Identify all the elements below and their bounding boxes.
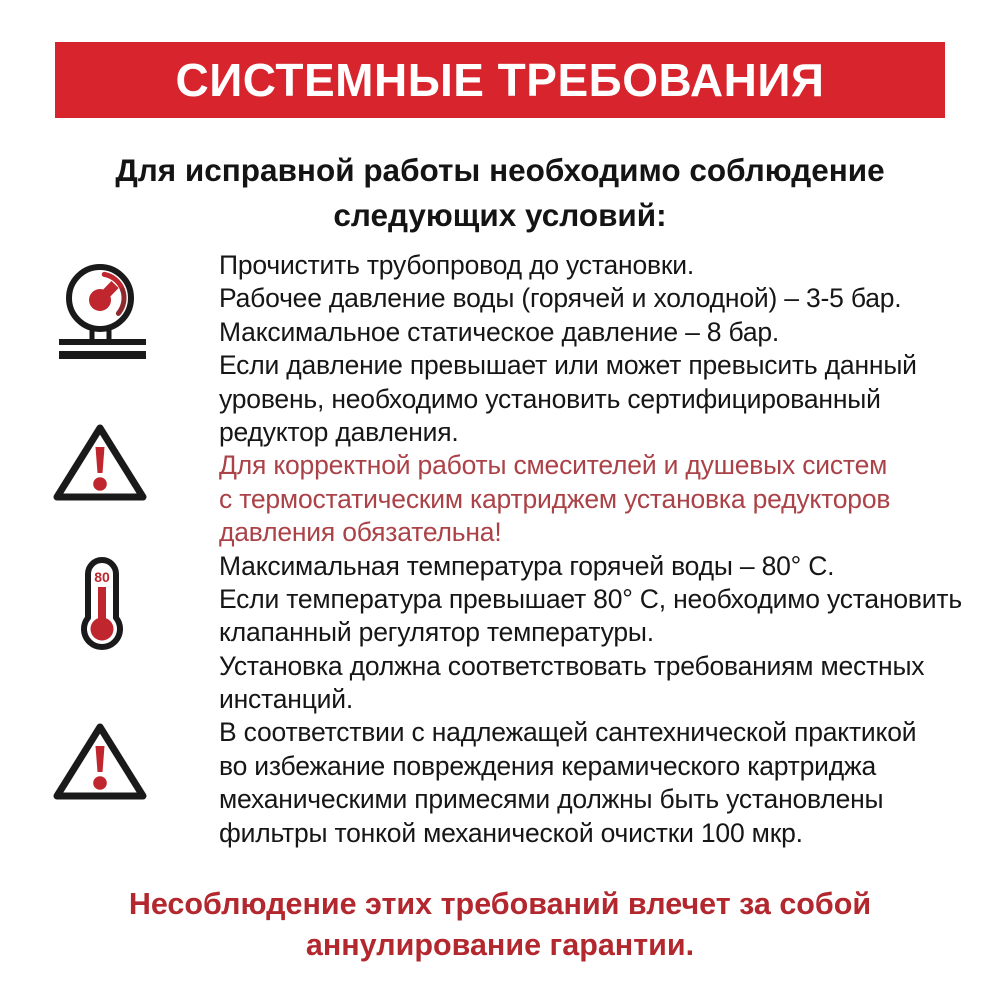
header-banner bbox=[55, 42, 945, 118]
requirement-line: во избежание повреждения керамического картриджа bbox=[219, 750, 877, 781]
requirement-line: редуктор давления. bbox=[219, 416, 459, 447]
requirement-line: с термостатическим картриджем установка редукторов bbox=[219, 483, 891, 514]
warranty-warning-line-1: Несоблюдение этих требований влечет за собой bbox=[128, 887, 872, 921]
requirements-list bbox=[219, 249, 962, 850]
requirement-line: Максимальное статическое давление – 8 бар. bbox=[219, 316, 780, 347]
page-title: СИСТЕМНЫЕ ТРЕБОВАНИЯ bbox=[175, 54, 825, 106]
warranty-warning-line-2: аннулирование гарантии. bbox=[305, 928, 695, 962]
warning-triangle-icon bbox=[52, 720, 148, 804]
requirement-line: Если температура превышает 80° C, необходимо установить bbox=[219, 583, 962, 614]
requirement-line: давления обязательна! bbox=[219, 517, 502, 548]
requirement-line: фильтры тонкой механической очистки 100 мкр. bbox=[219, 817, 803, 848]
requirement-line: клапанный регулятор температуры. bbox=[219, 617, 654, 648]
warning-triangle-icon bbox=[52, 421, 148, 505]
subtitle bbox=[0, 148, 1000, 238]
requirement-line: Максимальная температура горячей воды – 80° C. bbox=[219, 550, 835, 581]
requirement-line: Если давление превышает или может превысить данный bbox=[219, 350, 917, 381]
pressure-gauge-icon bbox=[55, 262, 150, 362]
requirement-line: Установка должна соответствовать требованиям местных bbox=[219, 650, 925, 681]
thermometer-value-label: 80 bbox=[94, 569, 110, 585]
requirement-line: уровень, необходимо установить сертифицированный bbox=[219, 383, 881, 414]
requirement-line: механическими примесями должны быть установлены bbox=[219, 784, 884, 815]
warranty-warning bbox=[0, 884, 1000, 966]
thermometer-icon bbox=[79, 556, 125, 652]
requirement-line: Для корректной работы смесителей и душевых систем bbox=[219, 450, 888, 481]
requirement-line: Рабочее давление воды (горячей и холодной) – 3-5 бар. bbox=[219, 283, 902, 314]
subtitle-line-2: следующих условий: bbox=[333, 197, 667, 233]
requirement-line: инстанций. bbox=[219, 684, 354, 715]
requirement-line: В соответствии с надлежащей сантехнической практикой bbox=[219, 717, 917, 748]
subtitle-line-1: Для исправной работы необходимо соблюдение bbox=[115, 152, 885, 188]
requirement-line: Прочистить трубопровод до установки. bbox=[219, 250, 695, 280]
